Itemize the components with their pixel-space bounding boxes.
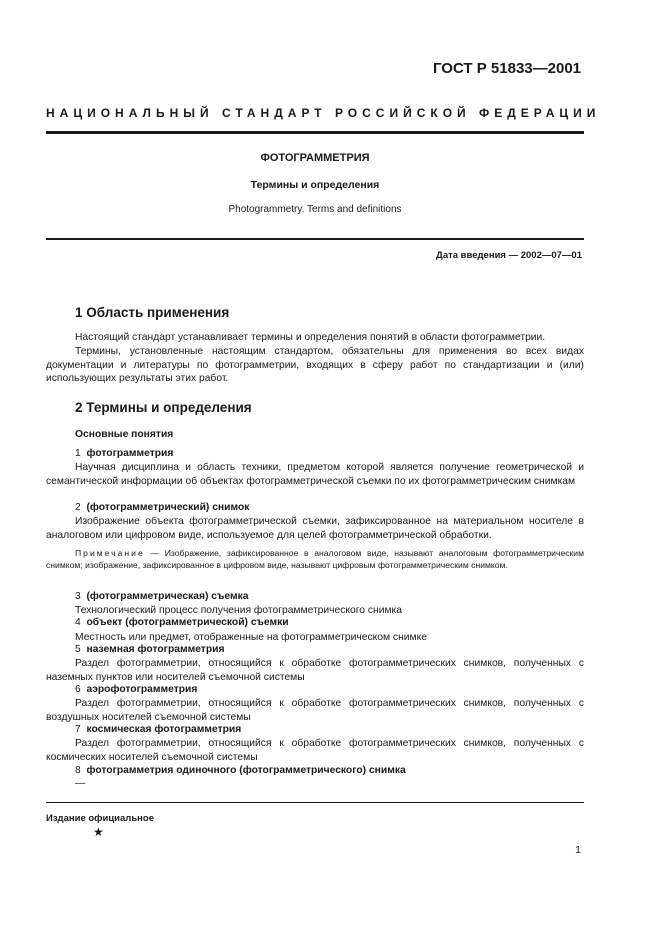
- note: [46, 548, 584, 571]
- edition-label: Издание официальное: [46, 813, 154, 824]
- term-number: 8: [75, 765, 81, 776]
- term-2: [75, 502, 249, 513]
- term-8: [75, 765, 406, 776]
- term-5: [75, 644, 224, 655]
- subsection-heading: Основные понятия: [75, 429, 174, 440]
- term-6: [75, 684, 197, 695]
- term-name: фотограмметрия одиночного (фотограмметрического) снимка: [86, 765, 406, 776]
- title-rule: [46, 238, 584, 240]
- section-2-heading: 2 Термины и определения: [75, 400, 252, 415]
- term-definition: Раздел фотограмметрии, относящийся к обработке фотограмметрических снимков, полученных с воздушных носителей съемочной системы: [46, 698, 584, 723]
- document-subtitle: Термины и определения: [250, 179, 380, 191]
- term-1: [75, 448, 173, 459]
- header-rule: [46, 131, 584, 134]
- page-number: 1: [575, 844, 581, 856]
- term-name: фотограмметрия: [86, 448, 174, 459]
- term-name: аэрофотограмметрия: [86, 684, 198, 695]
- term-name: объект (фотограмметрической) съемки: [86, 617, 289, 628]
- section-1-heading: 1 Область применения: [75, 305, 230, 320]
- standard-banner: НАЦИОНАЛЬНЫЙ СТАНДАРТ РОССИЙСКОЙ ФЕДЕРАЦИИ: [46, 106, 601, 120]
- term-definition: Технологический процесс получения фотограмметрического снимка: [75, 605, 402, 616]
- term-name: (фотограмметрический) снимок: [86, 502, 250, 513]
- term-number: 6: [75, 684, 81, 695]
- term-name: космическая фотограмметрия: [86, 724, 242, 735]
- term-definition: —: [75, 778, 86, 789]
- term-number: 5: [75, 644, 81, 655]
- star-icon: ★: [93, 825, 104, 839]
- term-definition: Изображение объекта фотограмметрической съемки, зафиксированное на материальном носителе в аналоговом или цифровом виде, используемое для целей фотограмметрической обработки.: [46, 516, 584, 541]
- term-name: наземная фотограмметрия: [86, 644, 225, 655]
- term-definition: Местность или предмет, отображенные на фотограмметрическом снимке: [75, 632, 427, 643]
- term-definition: Раздел фотограмметрии, относящийся к обработке фотограмметрических снимков, полученных с наземных пунктов или носителей съемочной системы: [46, 658, 584, 683]
- term-number: 2: [75, 502, 81, 513]
- term-number: 7: [75, 724, 81, 735]
- term-definition: Научная дисциплина и область техники, предметом которой является получение геометрической и семантической информации об объектах фотограмметрической съемки по их фотограмметрическим снимкам: [46, 462, 584, 487]
- document-title: ФОТОГРАММЕТРИЯ: [260, 152, 370, 164]
- section-1-paragraph: Термины, установленные настоящим стандартом, обязательны для применения во всех видах документации и литературы по фотограмметрии, входящих в сферу работ по стандартизации и (или) использующих результаты этих работ.: [46, 346, 584, 384]
- footer-rule: [46, 802, 584, 803]
- document-code: ГОСТ Р 51833—2001: [432, 60, 581, 77]
- term-7: [75, 724, 241, 735]
- section-1-paragraph: Настоящий стандарт устанавливает термины и определения понятий в области фотограмметрии.: [75, 332, 546, 343]
- term-name: (фотограмметрическая) съемка: [86, 591, 249, 602]
- term-definition: Раздел фотограмметрии, относящийся к обработке фотограмметрических снимков, полученных с космических носителей съемочной системы: [46, 738, 584, 763]
- note-lead: Примечание: [75, 548, 145, 558]
- term-4: [75, 617, 289, 628]
- term-number: 4: [75, 617, 81, 628]
- english-title: Photogrammetry. Terms and definitions: [228, 204, 402, 215]
- term-number: 1: [75, 448, 81, 459]
- term-number: 3: [75, 591, 81, 602]
- introduction-date: Дата введения — 2002—07—01: [436, 250, 582, 261]
- term-3: [75, 591, 248, 602]
- note-text: — Изображение, зафиксированное в аналоговом виде, называют аналоговым фотограмметрическим снимком; изображение, зафиксированное в цифровом виде, называют цифровым фотограмметрическим снимком.: [46, 548, 584, 570]
